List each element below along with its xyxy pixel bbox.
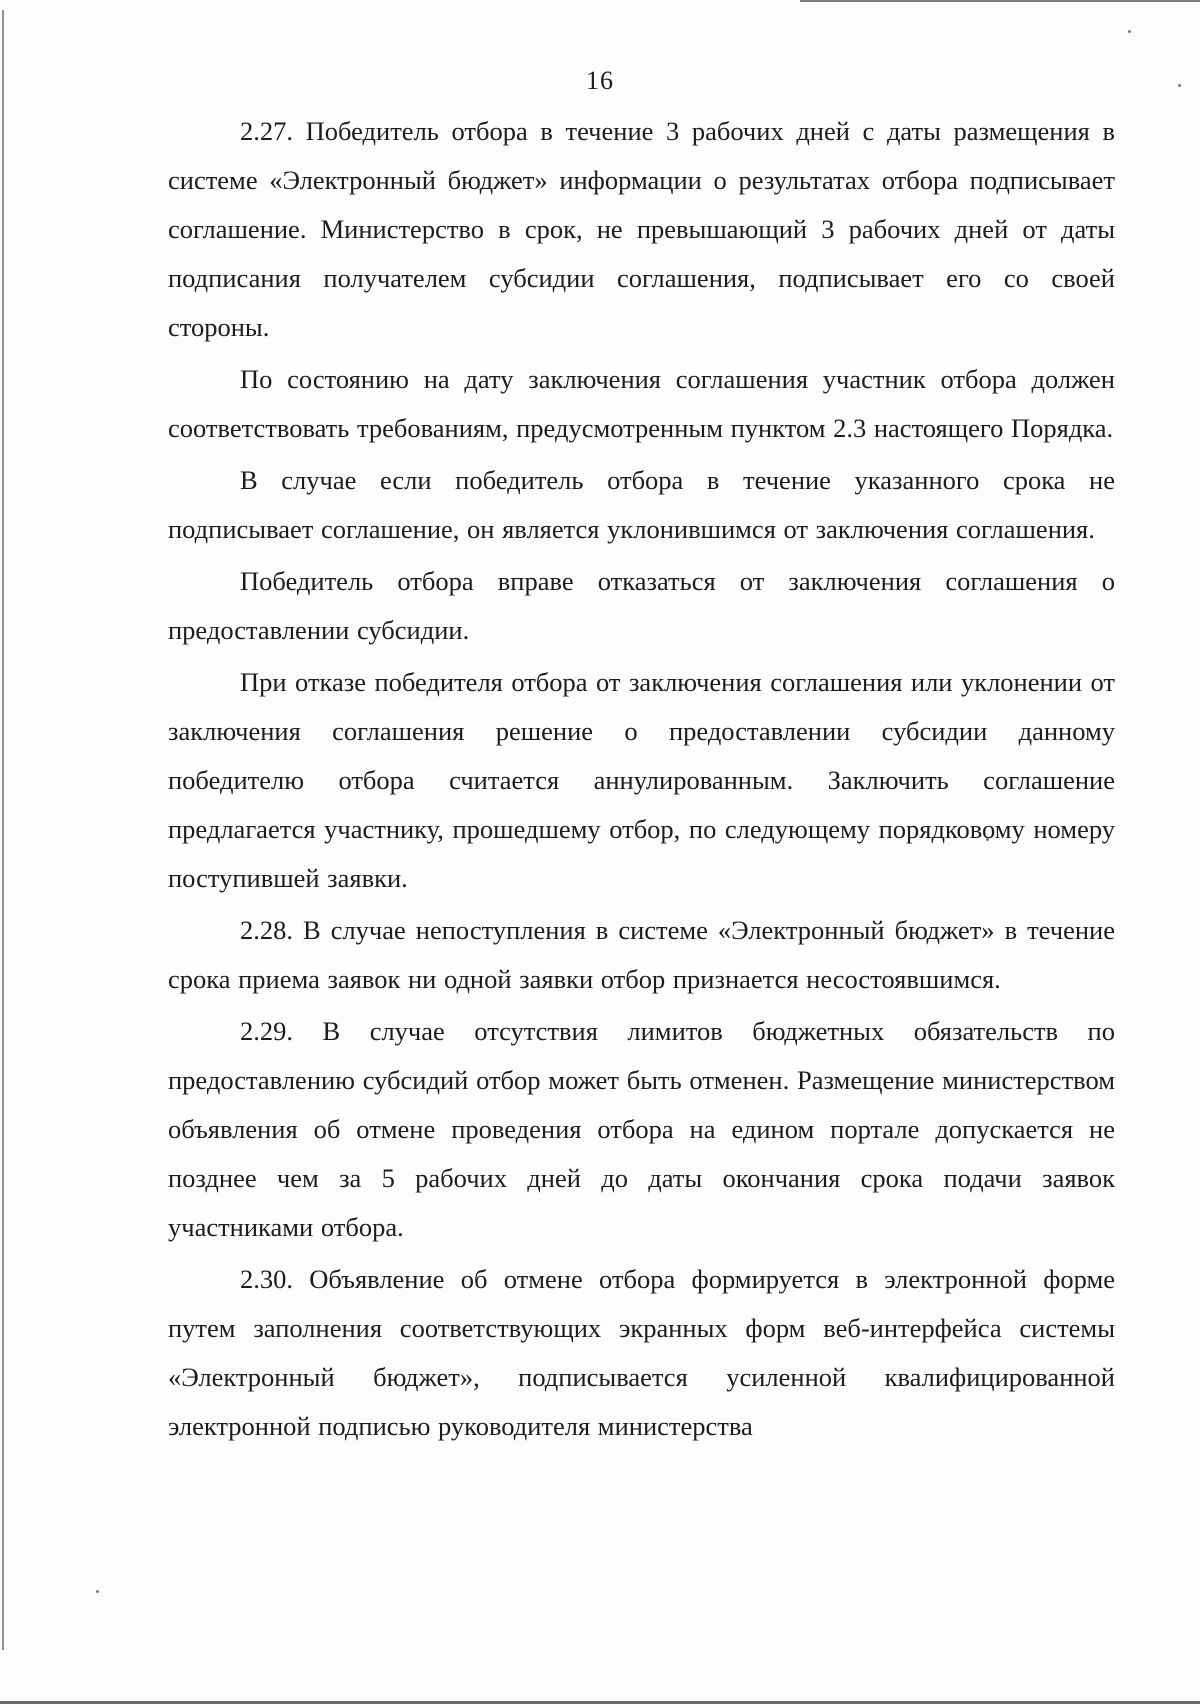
paragraph-2-27: 2.27. Победитель отбора в течение 3 рабочих дней с даты размещения в системе «Электронный бюджет» информации о результатах отбора подписывает соглашение. Министерство в срок, не превышающий 3 рабочих дней от даты подписания получателем субсидии соглашения, подписывает его со своей стороны. — [168, 116, 1115, 342]
paragraph-refusal-consequences: При отказе победителя отбора от заключения соглашения или уклонении от заключения соглашения решение о предоставлении субсидии данному победителю отбора считается аннулированным. Заключить соглашение предлагается участнику, прошедшему отбор, по следующему порядковому номеру поступившей заявки. — [168, 667, 1115, 893]
paragraph-2-28: 2.28. В случае непоступления в системе «Электронный бюджет» в течение срока приема заявок ни одной заявки отбор признается несостоявшимся. — [168, 915, 1115, 994]
paragraph-refusal-right: Победитель отбора вправе отказаться от заключения соглашения о предоставлении субсидии. — [168, 566, 1115, 645]
scan-speck — [1128, 30, 1131, 33]
scan-speck — [96, 1590, 99, 1593]
paragraph-2-30: 2.30. Объявление об отмене отбора формируется в электронной форме путем заполнения соответствующих экранных форм веб-интерфейса системы «Электронный бюджет», подписывается усиленной квалифицированной электронной подписью руководителя министерства — [168, 1264, 1115, 1441]
page-number: 16 — [586, 66, 614, 95]
scan-edge-left — [2, 10, 4, 1650]
scan-edge-top — [800, 0, 1200, 2]
paragraph-evasion: В случае если победитель отбора в течение указанного срока не подписывает соглашение, он является уклонившимся от заключения соглашения. — [168, 465, 1115, 544]
paragraph-agreement-requirements: По состоянию на дату заключения соглашения участник отбора должен соответствовать требованиям, предусмотренным пунктом 2.3 настоящего Порядка. — [168, 364, 1115, 443]
scan-edge-bottom — [0, 1701, 1200, 1704]
paragraph-2-29: 2.29. В случае отсутствия лимитов бюджетных обязательств по предоставлению субсидий отбор может быть отменен. Размещение министерством объявления об отмене проведения отбора на едином портале допускается не позднее чем за 5 рабочих дней до даты окончания срока подачи заявок участниками отбора. — [168, 1016, 1115, 1242]
document-body — [168, 107, 1115, 1454]
